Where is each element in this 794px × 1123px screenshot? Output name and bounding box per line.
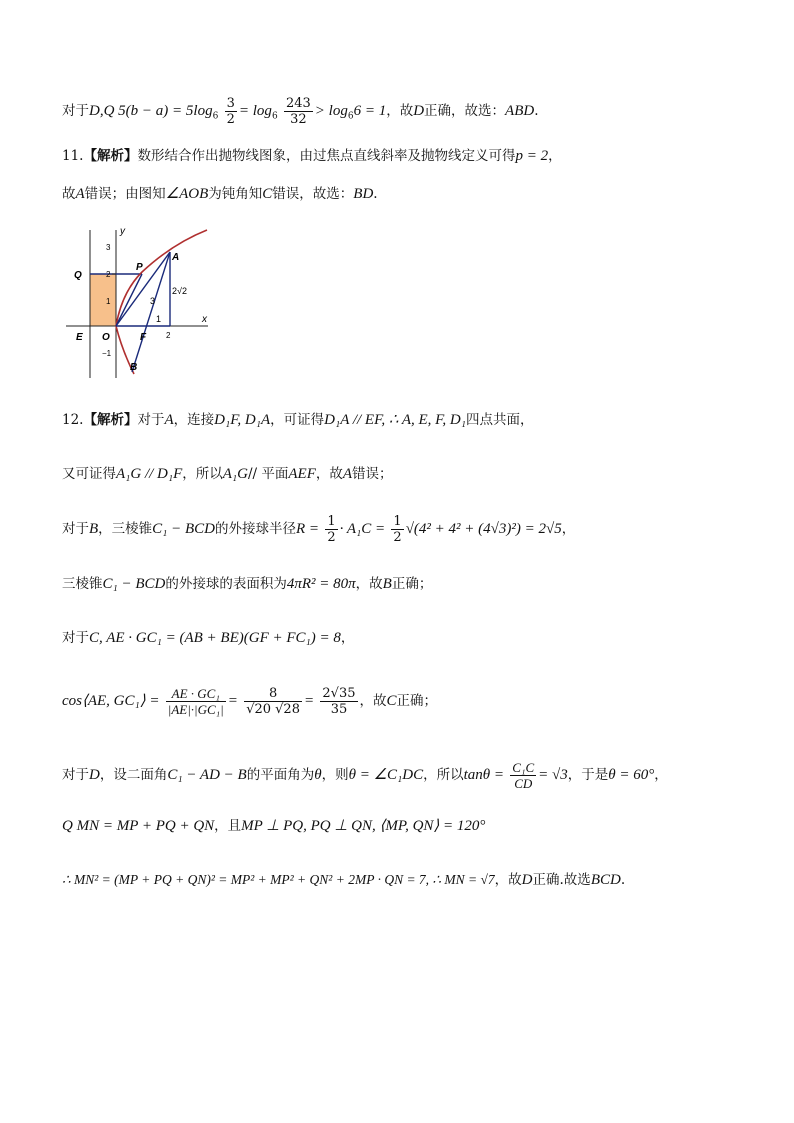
- fraction: [391, 514, 403, 545]
- text: ，故: [359, 693, 387, 709]
- text: // 平面: [247, 466, 289, 482]
- text: 的外接球的表面积为: [165, 576, 287, 592]
- label-Q: Q: [74, 270, 82, 281]
- math: D: [89, 767, 100, 783]
- math: C₁ − BCD: [152, 521, 216, 537]
- segment-op: [116, 274, 142, 326]
- math: > log: [314, 103, 348, 119]
- label-A: A: [172, 252, 180, 263]
- text: 正确；: [396, 693, 438, 709]
- text: ，: [561, 521, 576, 537]
- math: C, AE · GC₁ = (AB + BE)(GF + FC₁) = 8: [89, 630, 341, 646]
- text: 正确.故选: [532, 872, 591, 888]
- math: cos⟨AE, GC₁⟩ =: [62, 693, 160, 709]
- text: ，: [654, 767, 668, 783]
- analysis-tag: 【解析】: [83, 148, 138, 164]
- math: D: [521, 872, 533, 888]
- math: C: [386, 693, 397, 709]
- text: ，三棱锥: [98, 521, 153, 537]
- text: 错误；由图知: [84, 186, 166, 202]
- math: B: [382, 576, 392, 592]
- solution-12-line5: [62, 628, 354, 648]
- tick-label-minus1: −1: [102, 349, 112, 358]
- problem-number: 11.: [62, 148, 84, 164]
- text: 为钝角知: [208, 186, 263, 202]
- numerator: 2√35: [322, 686, 356, 701]
- answer: ABD: [505, 103, 535, 119]
- math: A: [75, 186, 85, 202]
- text: ，连接: [173, 412, 215, 428]
- text: 故: [62, 186, 76, 202]
- text: 对于: [137, 412, 165, 428]
- math: θ = 60°: [608, 767, 655, 783]
- solution-12-line6: [62, 686, 437, 717]
- tick-label-3: 3: [106, 243, 111, 252]
- math: p = 2: [515, 148, 549, 164]
- math: D₁A // EF, ∴ A, E, F, D₁: [324, 412, 466, 428]
- math: θ: [314, 767, 322, 783]
- solution-11-line1: [62, 146, 562, 166]
- fraction: [166, 686, 226, 717]
- math: 4πR² = 80π: [286, 576, 356, 592]
- text: 正确，故选：: [424, 103, 506, 119]
- text: 错误，故选：: [272, 186, 354, 202]
- numerator: C₁C: [512, 760, 535, 775]
- text: 错误；: [352, 466, 393, 482]
- denominator: 2: [393, 530, 402, 545]
- math: D,Q 5(b − a) = 5log: [89, 103, 213, 119]
- text: 三棱锥: [62, 576, 103, 592]
- fraction: [510, 760, 536, 791]
- math: ∠AOB: [165, 186, 209, 202]
- denominator: √20 √28: [246, 702, 300, 717]
- text: ，: [340, 630, 355, 646]
- fraction: [320, 686, 357, 717]
- math: tanθ =: [463, 767, 504, 783]
- text: .: [620, 872, 626, 888]
- text: 正确；: [391, 576, 433, 592]
- text: 又可证得: [62, 466, 116, 482]
- numerator: 1: [327, 514, 336, 529]
- text: 对于: [62, 103, 89, 119]
- fraction: [325, 514, 337, 545]
- label-2root2: 2√2: [172, 286, 187, 296]
- math: ∴ MN² = (MP + PQ + QN)² = MP² + MP² + QN² + 2MP · QN = 7, ∴ MN = √7: [62, 872, 495, 887]
- math: R =: [296, 521, 320, 537]
- numerator: AE · GC₁: [166, 686, 226, 702]
- solution-11-line2: [62, 184, 378, 204]
- math: A₁G // D₁F: [116, 466, 183, 482]
- math: A: [164, 412, 174, 428]
- denominator: 32: [290, 112, 307, 127]
- text: ，所以: [423, 767, 464, 783]
- solution-12-line8: [62, 816, 485, 836]
- label-E: E: [76, 332, 83, 343]
- subscript: 6: [212, 111, 219, 122]
- denominator: CD: [514, 776, 533, 791]
- denominator: |AE|·|GC₁|: [167, 702, 224, 717]
- label-F: F: [140, 332, 147, 343]
- math: D: [413, 103, 425, 119]
- math: θ = ∠C₁DC: [348, 767, 424, 783]
- label-x: x: [202, 314, 207, 325]
- text: ，则: [321, 767, 349, 783]
- math: =: [303, 693, 315, 709]
- text: 的外接球半径: [215, 521, 297, 537]
- text: ，: [548, 148, 562, 164]
- math: 6 = 1: [353, 103, 387, 119]
- text: ，且: [214, 818, 242, 834]
- label-O: O: [102, 332, 110, 343]
- label-y: y: [120, 226, 125, 237]
- tick-label-2: 2: [106, 270, 111, 279]
- fraction: [225, 96, 237, 127]
- text: .: [373, 186, 378, 202]
- math: C: [262, 186, 273, 202]
- label-B: B: [130, 362, 138, 373]
- math: A: [342, 466, 353, 482]
- shaded-square: [90, 274, 116, 326]
- text: .: [534, 103, 539, 119]
- solution-12-line3: [62, 514, 575, 545]
- numerator: 8: [244, 686, 302, 702]
- label-P: P: [136, 262, 143, 273]
- solution-12-line1: [62, 410, 533, 430]
- numerator: 3: [226, 96, 235, 111]
- text: 对于: [62, 521, 89, 537]
- text: ，故: [315, 466, 343, 482]
- math: √(4² + 4² + (4√3)²) = 2√5: [405, 521, 562, 537]
- chord-ob: [116, 252, 170, 326]
- numerator: 1: [393, 514, 402, 529]
- text: ，故: [494, 872, 522, 888]
- text: ，设二面角: [99, 767, 168, 783]
- math: C₁ − AD − B: [167, 767, 247, 783]
- answer: BCD: [590, 872, 621, 888]
- math: =: [227, 693, 238, 709]
- text: 对于: [62, 630, 89, 646]
- solution-12-line9: [62, 870, 625, 890]
- text: ，故: [386, 103, 414, 119]
- text: 对于: [62, 767, 89, 783]
- label-seg3: 3: [150, 296, 156, 306]
- text: 的平面角为: [246, 767, 315, 783]
- denominator: 35: [330, 702, 348, 717]
- fraction: [284, 96, 313, 127]
- text: ，可证得: [270, 412, 325, 428]
- math: D₁F, D₁A: [214, 412, 271, 428]
- math: A₁G: [222, 466, 248, 482]
- subscript: 6: [347, 111, 354, 122]
- solution-12-line7: [62, 760, 668, 791]
- math: = √3: [538, 767, 568, 783]
- math: AEF: [288, 466, 316, 482]
- answer: BD: [353, 186, 374, 202]
- numerator: 243: [285, 96, 311, 111]
- text: ，故: [355, 576, 383, 592]
- parabola-figure: [62, 222, 212, 382]
- math: Q MN = MP + PQ + QN: [62, 818, 215, 834]
- subscript: 6: [271, 111, 278, 122]
- solution-12-line2: [62, 464, 393, 484]
- text: ，于是: [567, 767, 609, 783]
- problem-number: 12.: [62, 412, 84, 428]
- math: = log: [238, 103, 272, 119]
- math: · A₁C =: [339, 521, 386, 537]
- text: 数形结合作出抛物线图象，由过焦点直线斜率及抛物线定义可得: [137, 148, 516, 164]
- fraction: [244, 686, 302, 717]
- solution-12-line4: [62, 574, 432, 594]
- denominator: 2: [327, 530, 336, 545]
- text: ，所以: [182, 466, 223, 482]
- tick-label-1: 1: [106, 297, 111, 306]
- math: C₁ − BCD: [102, 576, 166, 592]
- math: MP ⊥ PQ, PQ ⊥ QN, ⟨MP, QN⟩ = 120°: [241, 818, 486, 834]
- analysis-tag: 【解析】: [83, 412, 138, 428]
- text: 四点共面，: [465, 412, 534, 428]
- math: B: [89, 521, 99, 537]
- denominator: 2: [226, 112, 235, 127]
- label-seg1: 1: [156, 314, 162, 324]
- tick-label-x2: 2: [166, 331, 171, 340]
- solution-10-line: [62, 96, 539, 127]
